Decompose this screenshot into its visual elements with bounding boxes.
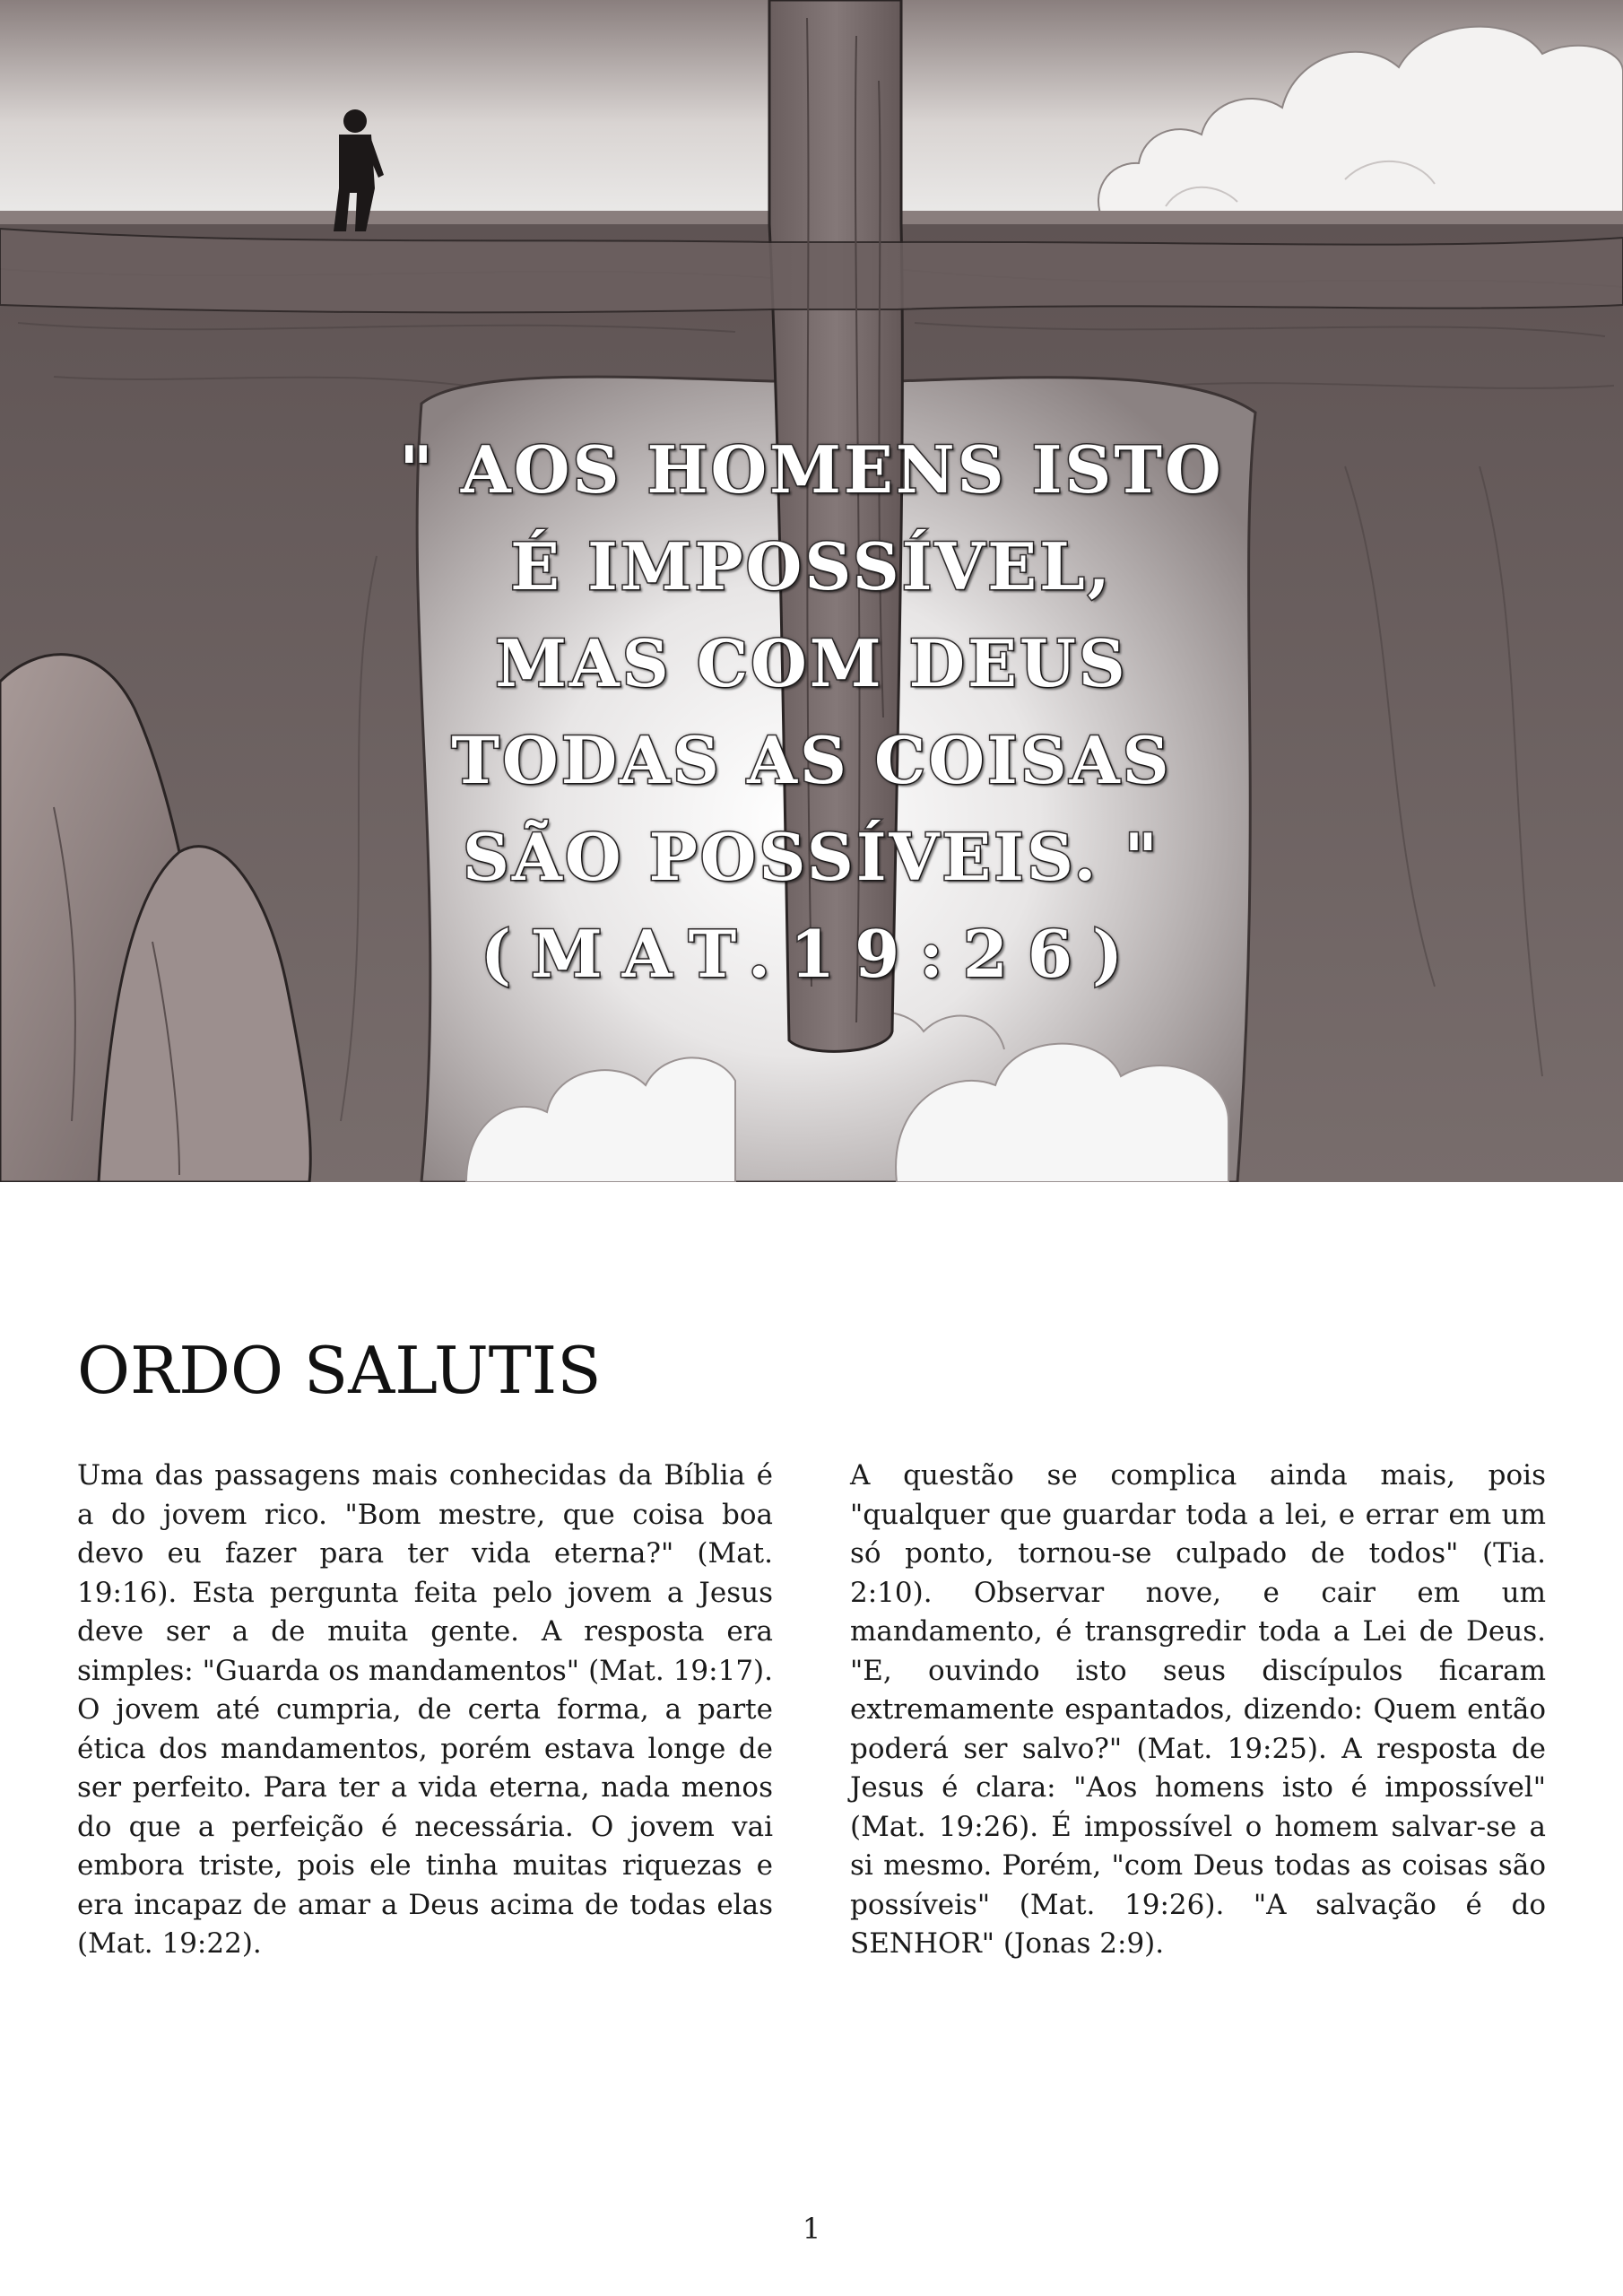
article-left-column: Uma das passagens mais conhecidas da Bíblia é a do jovem rico. "Bom mestre, que coisa boa devo eu fazer para ter vida eterna?" (Mat. 19:16). Esta pergunta feita pelo jovem a Jesus deve ser a de muita gente. A resposta era simples: "Guarda os mandamentos" (Mat. 19:17). O jovem até cumpria, de certa forma, a parte ética dos mandamentos, porém estava longe de ser perfeito. Para ter a vida eterna, nada menos do que a perfeição é necessária. O jovem vai embora triste, pois ele tinha muitas riquezas e era incapaz de amar a Deus acima de todas elas (Mat. 19:22).: [77, 1459, 773, 1960]
article-right-column: A questão se complica ainda mais, pois "qualquer que guardar toda a lei, e errar em um só ponto, tornou-se culpado de todos" (Tia. 2:10). Observar nove, e cair em um mandamento, é transgredir toda a Lei de Deus. "E, ouvindo isto seus discípulos ficaram extremamente espantados, dizendo: Quem então poderá ser salvo?" (Mat. 19:25). A resposta de Jesus é clara: "Aos homens isto é impossível" (Mat. 19:26). É impossível o homem salvar-se a si mesmo. Porém, "com Deus todas as coisas são possíveis" (Mat. 19:26). "A salvação é do SENHOR" (Jonas 2:9).: [850, 1459, 1546, 1960]
quote-line-1: " AOS HOMENS ISTO: [399, 431, 1224, 508]
quote-line-3: MAS COM DEUS: [495, 625, 1128, 701]
quote-line-5: SÃO POSSÍVEIS. ": [462, 819, 1161, 895]
scripture-quote: [341, 422, 1282, 1003]
page-number: 1: [802, 2212, 821, 2246]
quote-reference: (MAT.19:26): [480, 916, 1143, 992]
quote-line-4: TODAS AS COISAS: [451, 722, 1172, 798]
article-title: ORDO SALUTIS: [77, 1333, 602, 1408]
quote-line-2: É IMPOSSÍVEL,: [510, 528, 1113, 604]
